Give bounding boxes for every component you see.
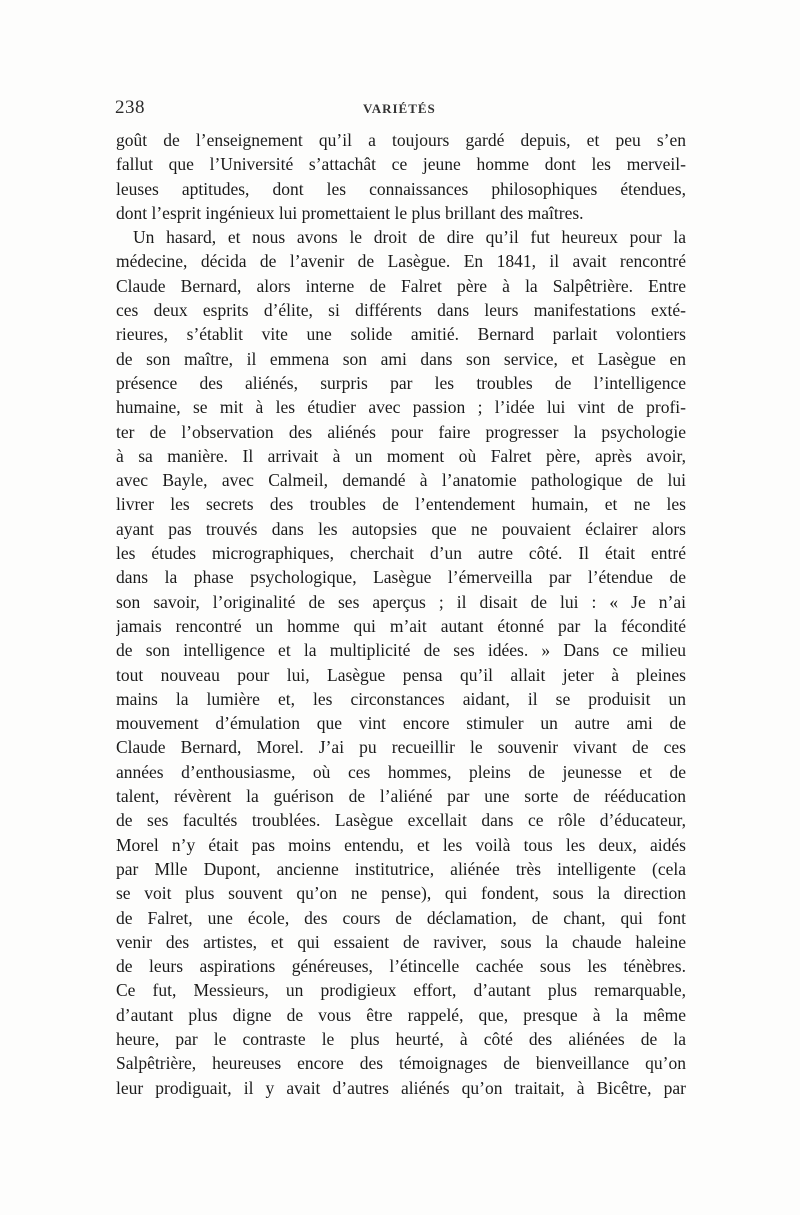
text-line: leur prodiguait, il y avait d’autres aliénés qu’on traitait, à Bicêtre, par [116, 1077, 686, 1098]
text-line: de leurs aspirations généreuses, l’étincelle cachée sous les ténèbres. [116, 956, 686, 977]
text-line: livrer les secrets des troubles de l’entendement humain, et ne les [116, 494, 686, 515]
text-line: par Mlle Dupont, ancienne institutrice, aliénée très intelligente (cela [116, 858, 686, 879]
text-line: rieures, s’établit vite une solide amitié. Bernard parlait volontiers [116, 324, 686, 345]
text-line: ayant pas trouvés dans les autopsies que ne pouvaient éclairer alors [116, 518, 686, 539]
text-line: goût de l’enseignement qu’il a toujours gardé depuis, et peu s’en [116, 130, 686, 150]
text-line: de son maître, il emmena son ami dans son service, et Lasègue en [116, 348, 686, 369]
text-line: jamais rencontré un homme qui m’ait autant étonné par la fécondité [116, 615, 686, 636]
text-line: ces deux esprits d’élite, si différents dans leurs manifestations exté- [116, 300, 686, 321]
text-line: Ce fut, Messieurs, un prodigieux effort, d’autant plus remarquable, [116, 980, 686, 1001]
text-line: talent, révèrent la guérison de l’aliéné par une sorte de rééducation [116, 786, 686, 807]
text-line: mains la lumière et, les circonstances aidant, il se produisit un [116, 688, 686, 709]
text-line: Salpêtrière, heureuses encore des témoignages de bienveillance qu’on [116, 1053, 686, 1074]
text-line: médecine, décida de l’avenir de Lasègue. En 1841, il avait rencontré [116, 251, 686, 272]
text-line: Claude Bernard, alors interne de Falret père à la Salpêtrière. Entre [116, 275, 686, 296]
text-line: leuses aptitudes, dont les connaissances philosophiques étendues, [116, 178, 686, 199]
text-line: heure, par le contraste le plus heurté, à côté des aliénées de la [116, 1028, 686, 1049]
text-line: se voit plus souvent qu’on ne pense), qui fondent, sous la direction [116, 883, 686, 904]
running-title: VARIÉTÉS [363, 101, 436, 116]
text-line: tout nouveau pour lui, Lasègue pensa qu’il allait jeter à pleines [116, 664, 686, 685]
text-line: de Falret, une école, des cours de déclamation, de chant, qui font [116, 907, 686, 928]
text-line: d’autant plus digne de vous être rappelé, que, presque à la même [116, 1004, 686, 1025]
page-header [115, 97, 685, 121]
text-line: dans la phase psychologique, Lasègue l’émerveilla par l’étendue de [116, 567, 686, 588]
text-line: de son intelligence et la multiplicité de ses idées. » Dans ce milieu [116, 640, 686, 661]
text-line: années d’enthousiasme, où ces hommes, pleins de jeunesse et de [116, 761, 686, 782]
page-number: 238 [115, 97, 145, 118]
text-line: dont l’esprit ingénieux lui promettaient le plus brillant des maîtres. [116, 202, 584, 223]
body-text [116, 128, 686, 1100]
text-line: à sa manière. Il arrivait à un moment où Falret père, après avoir, [116, 445, 686, 466]
text-line: présence des aliénés, surpris par les troubles de l’intelligence [116, 372, 686, 393]
text-line: son savoir, l’originalité de ses aperçus ; il disait de lui : « Je n’ai [116, 591, 686, 612]
text-line: avec Bayle, avec Calmeil, demandé à l’anatomie pathologique de lui [116, 470, 686, 491]
text-line: mouvement d’émulation que vint encore stimuler un autre ami de [116, 713, 686, 734]
text-line: ter de l’observation des aliénés pour faire progresser la psychologie [116, 421, 686, 442]
text-line: venir des artistes, et qui essaient de raviver, sous la chaude haleine [116, 931, 686, 952]
text-line: humaine, se mit à les étudier avec passion ; l’idée lui vint de profi- [116, 397, 686, 418]
text-line: fallut que l’Université s’attachât ce jeune homme dont les merveil- [116, 154, 686, 175]
text-line: Morel n’y était pas moins entendu, et les voilà tous les deux, aidés [116, 834, 686, 855]
text-line: les études micrographiques, cherchait d’un autre côté. Il était entré [116, 543, 686, 564]
text-line: de ses facultés troublées. Lasègue excellait dans ce rôle d’éducateur, [116, 810, 686, 831]
text-line: Un hasard, et nous avons le droit de dire qu’il fut heureux pour la [133, 227, 686, 248]
text-line: Claude Bernard, Morel. J’ai pu recueillir le souvenir vivant de ces [116, 737, 686, 758]
